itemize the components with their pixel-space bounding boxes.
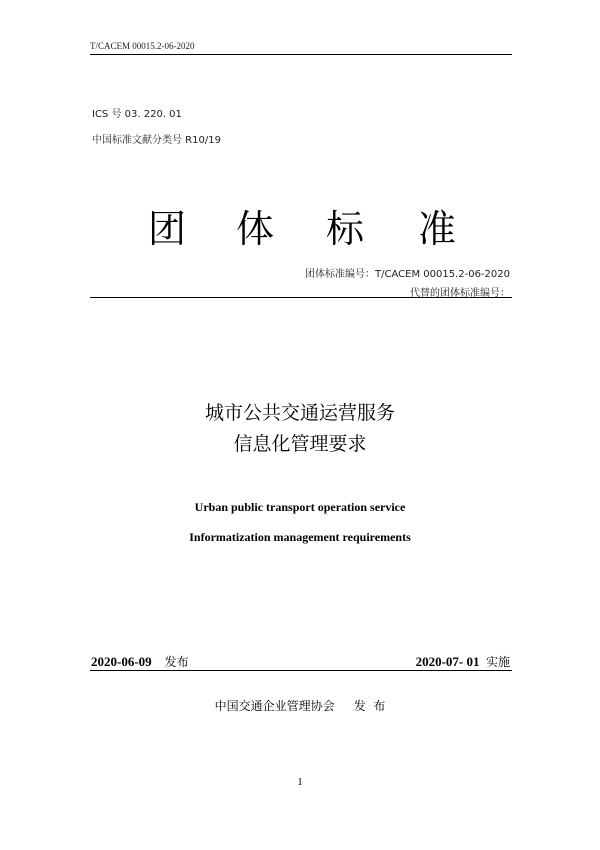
standard-number: 团体标准编号：T/CACEM 00015.2-06-2020 (305, 269, 510, 280)
english-title-line-1: Urban public transport operation service (194, 500, 406, 514)
implement-date (416, 653, 510, 670)
chinese-title-line-1: 城市公共交通运营服务 (204, 402, 395, 424)
replaced-standard-number: 代替的团体标准编号： (410, 288, 510, 299)
title-rule (90, 297, 512, 298)
publisher: 中国交通企业管理协会 发 布 (214, 699, 386, 713)
publish-label: 发布 (164, 655, 189, 669)
date-rule (90, 670, 512, 671)
ccs-code: 中国标准文献分类号 R10/19 (92, 135, 221, 146)
page-number: 1 (297, 776, 303, 788)
header-rule (90, 54, 512, 55)
english-title-line-2: Informatization management requirements (189, 530, 411, 544)
publish-date (91, 653, 189, 670)
implement-label: 实施 (485, 655, 510, 669)
ics-code: ICS 号 03. 220. 01 (92, 109, 182, 120)
chinese-title-line-2: 信息化管理要求 (233, 433, 367, 455)
header-standard-code: T/CACEM 00015.2-06-2020 (90, 41, 195, 51)
implement-date-value: 2020-07- 01 (415, 654, 480, 669)
title-char: 体 (236, 207, 275, 251)
title-char: 准 (418, 207, 457, 251)
title-char: 标 (326, 207, 365, 251)
publish-date-value: 2020-06-09 (91, 654, 152, 669)
title-char: 团 (148, 207, 187, 251)
